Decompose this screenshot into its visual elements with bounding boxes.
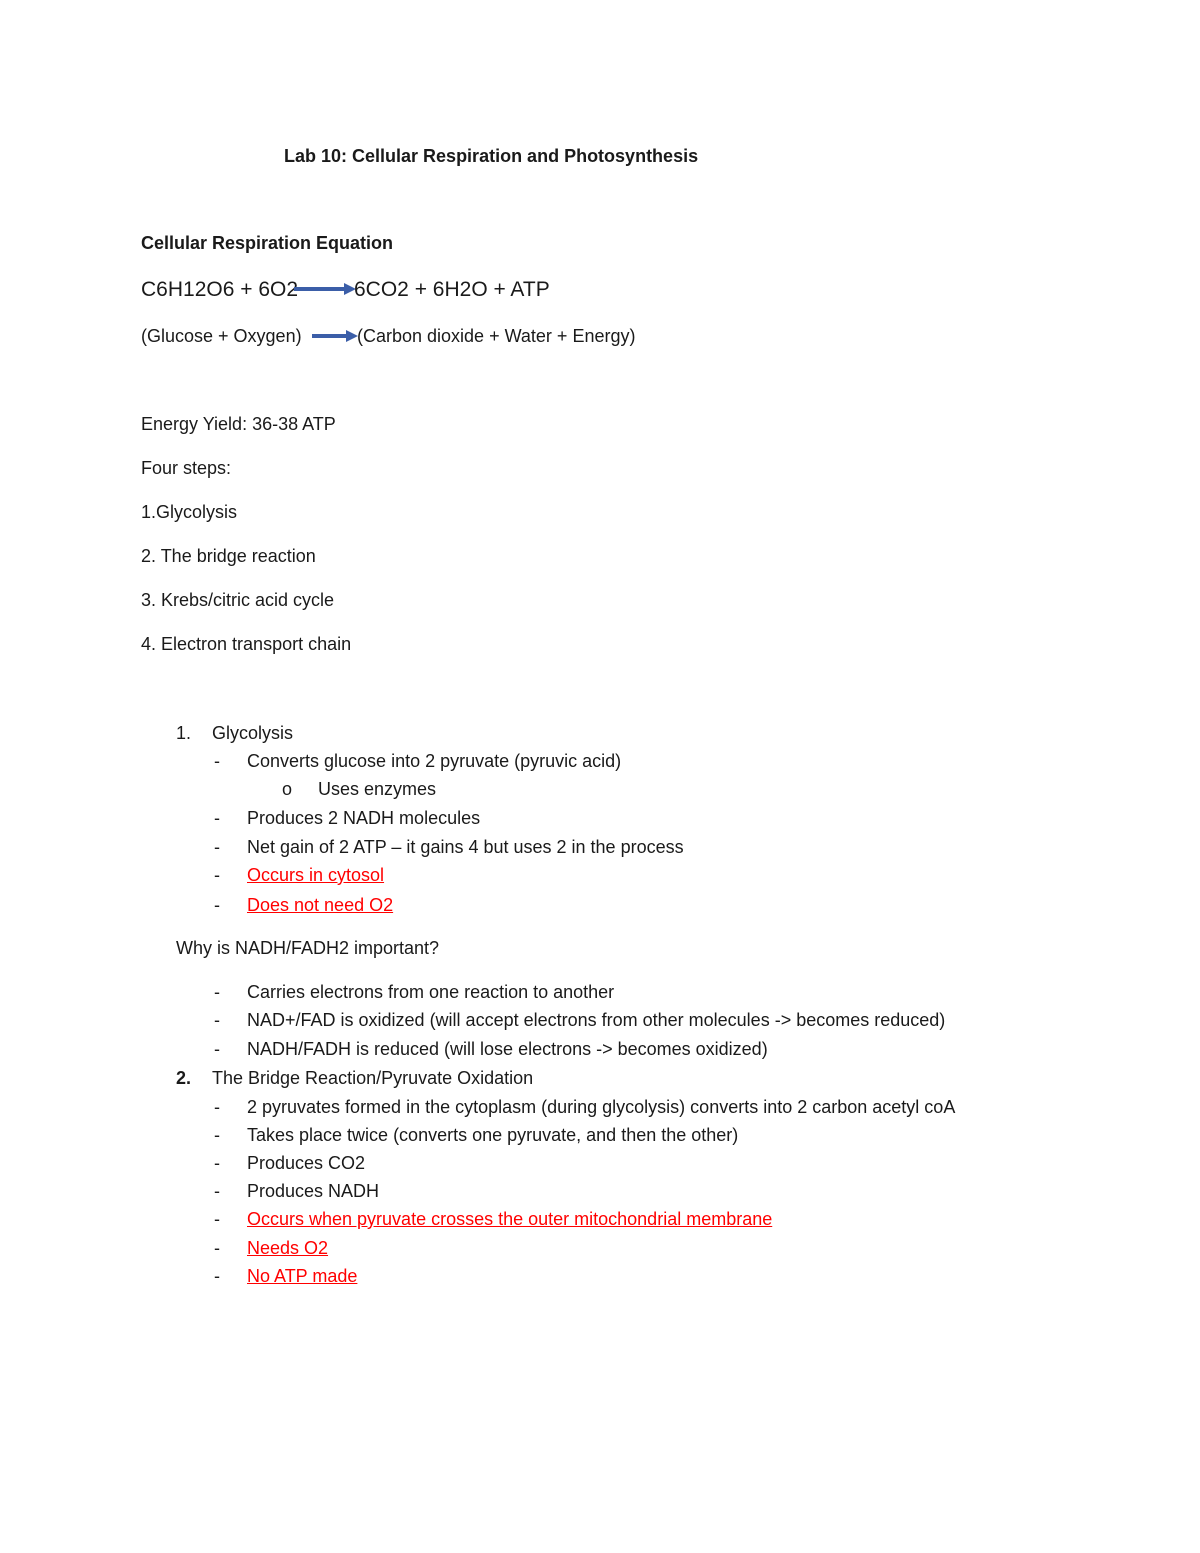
right-arrow-icon: [294, 281, 356, 297]
list-item: Takes place twice (converts one pyruvate, and then the other): [247, 1125, 739, 1145]
section-number: 1.: [176, 723, 192, 743]
step-item: 1.Glycolysis: [141, 502, 238, 522]
bullet-dash: -: [214, 982, 220, 1002]
step-item: 2. The bridge reaction: [141, 546, 316, 566]
bullet-dash: -: [214, 1238, 220, 1258]
equation-right: 6CO2 + 6H2O + ATP: [354, 278, 550, 301]
sub-list-item: Uses enzymes: [318, 779, 437, 799]
bullet-dash: -: [214, 751, 220, 771]
bullet-dash: -: [214, 1010, 220, 1030]
list-item-highlight: Occurs when pyruvate crosses the outer mitochondrial membrane: [247, 1209, 773, 1229]
bullet-dash: -: [214, 1097, 220, 1117]
bullet-dash: -: [214, 1266, 220, 1286]
word-equation-left: (Glucose + Oxygen): [141, 326, 302, 346]
list-item: Produces 2 NADH molecules: [247, 808, 481, 828]
equation-heading: Cellular Respiration Equation: [141, 233, 394, 253]
right-arrow-icon: [312, 328, 358, 344]
list-item-highlight: No ATP made: [247, 1266, 358, 1286]
bullet-dash: -: [214, 837, 220, 857]
list-item: 2 pyruvates formed in the cytoplasm (during glycolysis) converts into 2 carbon acetyl coA: [247, 1097, 956, 1117]
list-item-highlight: Does not need O2: [247, 895, 394, 915]
list-item: NAD+/FAD is oxidized (will accept electrons from other molecules -> becomes reduced): [247, 1010, 946, 1030]
bullet-dash: -: [214, 1209, 220, 1229]
bullet-dash: -: [214, 895, 220, 915]
energy-yield: Energy Yield: 36-38 ATP: [141, 414, 336, 434]
list-item-highlight: Needs O2: [247, 1238, 329, 1258]
equation-left: C6H12O6 + 6O2: [141, 278, 299, 301]
list-item: Converts glucose into 2 pyruvate (pyruvic acid): [247, 751, 622, 771]
section-heading: Glycolysis: [212, 723, 294, 743]
list-item: Produces CO2: [247, 1153, 366, 1173]
list-item: NADH/FADH is reduced (will lose electrons -> becomes oxidized): [247, 1039, 768, 1059]
step-item: 4. Electron transport chain: [141, 634, 352, 654]
bullet-dash: -: [214, 808, 220, 828]
four-steps-label: Four steps:: [141, 458, 232, 478]
step-item: 3. Krebs/citric acid cycle: [141, 590, 335, 610]
sub-bullet-marker: o: [282, 779, 293, 799]
why-heading: Why is NADH/FADH2 important?: [176, 938, 440, 958]
list-item: Net gain of 2 ATP – it gains 4 but uses 2 in the process: [247, 837, 684, 857]
section-number: 2.: [176, 1068, 192, 1088]
section-heading: The Bridge Reaction/Pyruvate Oxidation: [212, 1068, 534, 1088]
bullet-dash: -: [214, 865, 220, 885]
list-item: Produces NADH: [247, 1181, 380, 1201]
document-title: Lab 10: Cellular Respiration and Photosynthesis: [284, 146, 699, 166]
bullet-dash: -: [214, 1153, 220, 1173]
list-item: Carries electrons from one reaction to another: [247, 982, 615, 1002]
word-equation-right: (Carbon dioxide + Water + Energy): [357, 326, 636, 346]
list-item-highlight: Occurs in cytosol: [247, 865, 385, 885]
bullet-dash: -: [214, 1125, 220, 1145]
bullet-dash: -: [214, 1181, 220, 1201]
bullet-dash: -: [214, 1039, 220, 1059]
